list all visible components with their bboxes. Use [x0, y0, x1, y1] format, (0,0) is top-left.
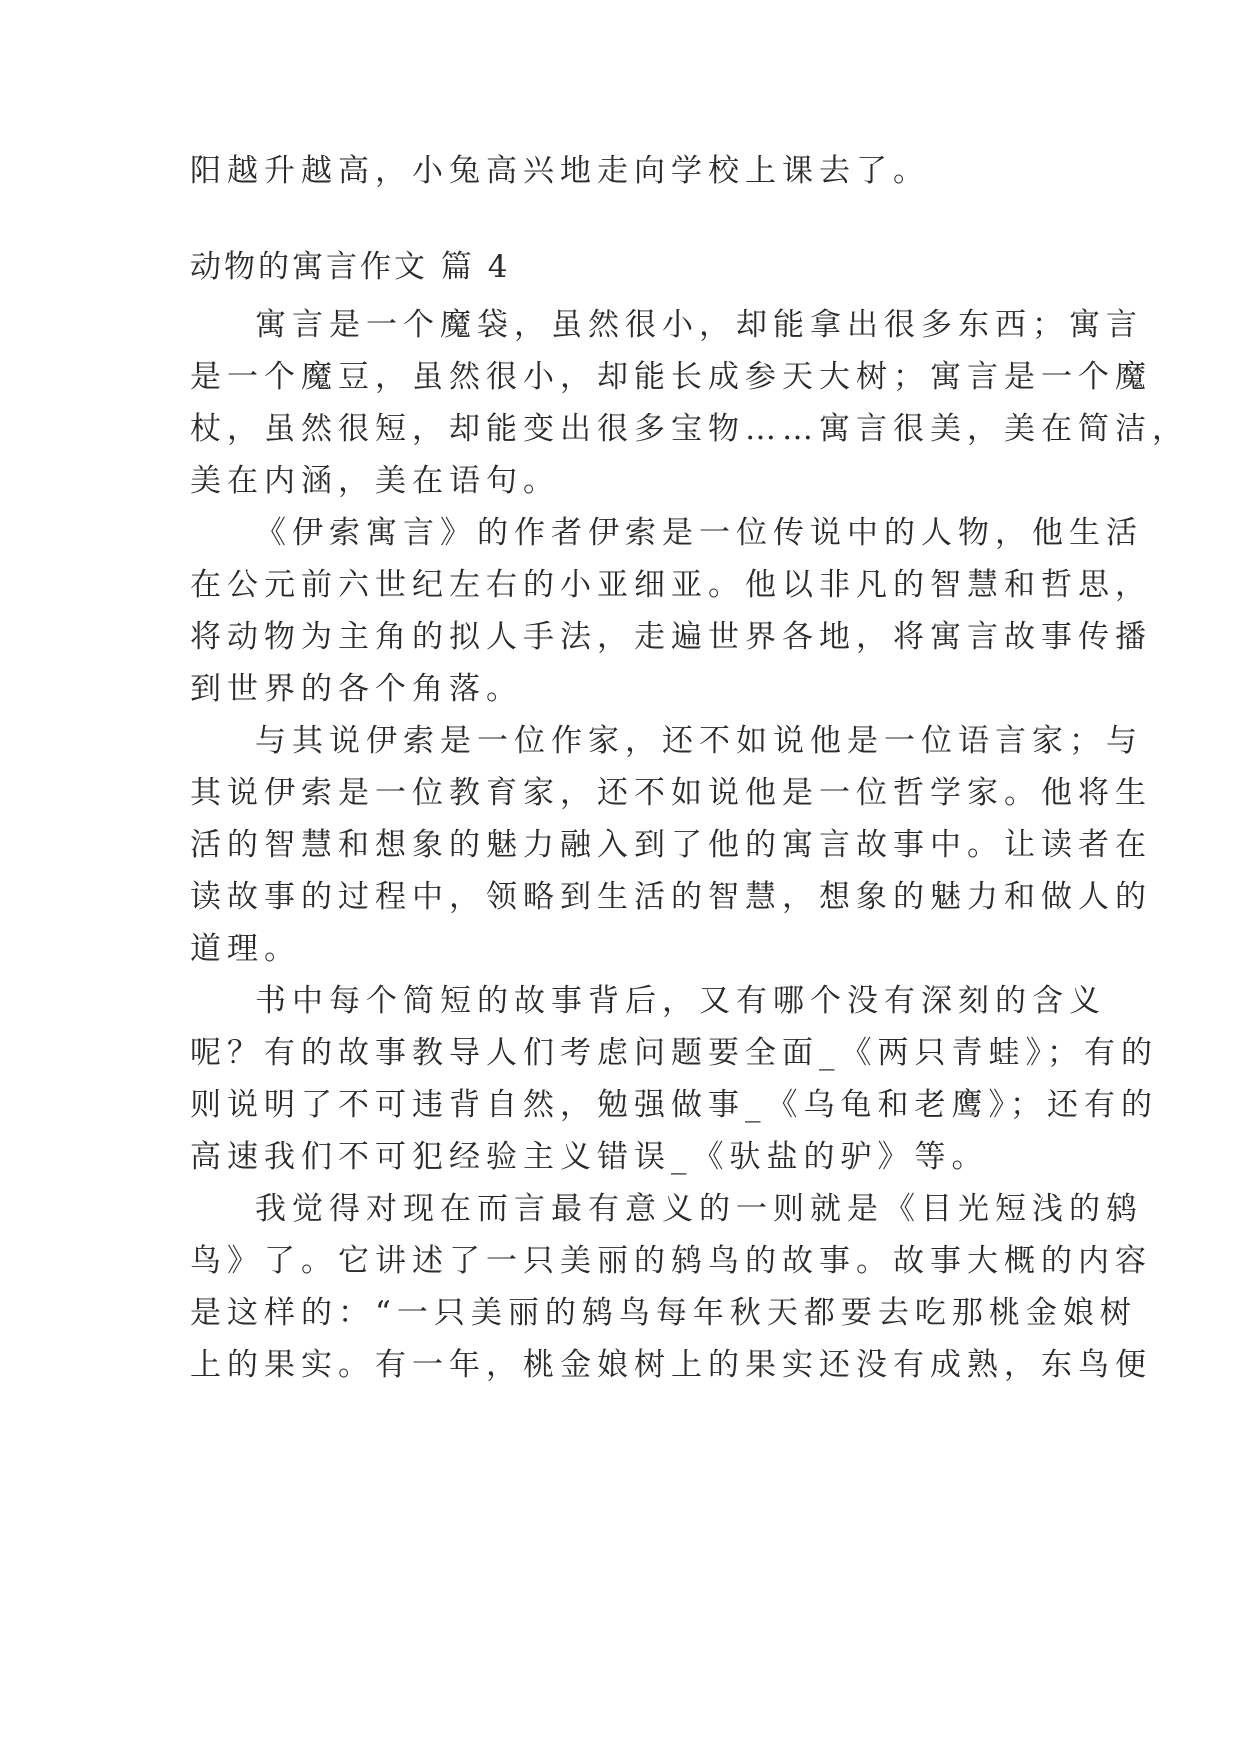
- continuation-line: 阳越升越高，小兔高兴地走向学校上课去了。: [190, 153, 930, 189]
- paragraph-line: 在公元前六世纪左右的小亚细亚。他以非凡的智慧和哲思，: [190, 567, 1152, 603]
- paragraph-line: 到世界的各个角落。: [190, 671, 523, 707]
- paragraph-line: 是这样的：“一只美丽的鸫鸟每年秋天都要去吃那桃金娘树: [190, 1295, 1137, 1331]
- paragraph-line: 寓言是一个魔袋，虽然很小，却能拿出很多东西；寓言: [255, 307, 1143, 343]
- paragraph-line: 我觉得对现在而言最有意义的一则就是《目光短浅的鸫: [255, 1191, 1143, 1227]
- paragraph-line: 《伊索寓言》的作者伊索是一位传说中的人物，他生活: [255, 515, 1143, 551]
- paragraph-line: 则说明了不可违背自然，勉强做事_《乌龟和老鹰》；还有的: [190, 1087, 1158, 1123]
- paragraph-line: 杖，虽然很短，却能变出很多宝物……寓言很美，美在简洁，: [190, 411, 1189, 447]
- paragraph-line: 其说伊索是一位教育家，还不如说他是一位哲学家。他将生: [190, 775, 1152, 811]
- paragraph-line: 将动物为主角的拟人手法，走遍世界各地，将寓言故事传播: [190, 619, 1152, 655]
- paragraph-line: 是一个魔豆，虽然很小，却能长成参天大树；寓言是一个魔: [190, 359, 1152, 395]
- paragraph-line: 呢？有的故事教导人们考虑问题要全面_《两只青蛙》；有的: [190, 1035, 1158, 1071]
- paragraph-line: 高速我们不可犯经验主义错误_《驮盐的驴》等。: [190, 1139, 989, 1175]
- paragraph-line: 道理。: [190, 931, 301, 967]
- paragraph-line: 与其说伊索是一位作家，还不如说他是一位语言家；与: [255, 723, 1143, 759]
- paragraph-line: 读故事的过程中，领略到生活的智慧，想象的魅力和做人的: [190, 879, 1152, 915]
- paragraph-line: 书中每个简短的故事背后，又有哪个没有深刻的含义: [255, 983, 1106, 1019]
- paragraph-line: 活的智慧和想象的魅力融入到了他的寓言故事中。让读者在: [190, 827, 1152, 863]
- section-heading: 动物的寓言作文 篇 4: [190, 249, 511, 285]
- paragraph-line: 美在内涵，美在语句。: [190, 463, 560, 499]
- paragraph-line: 鸟》了。它讲述了一只美丽的鸫鸟的故事。故事大概的内容: [190, 1243, 1152, 1279]
- paragraph-line: 上的果实。有一年，桃金娘树上的果实还没有成熟，东鸟便: [190, 1347, 1152, 1383]
